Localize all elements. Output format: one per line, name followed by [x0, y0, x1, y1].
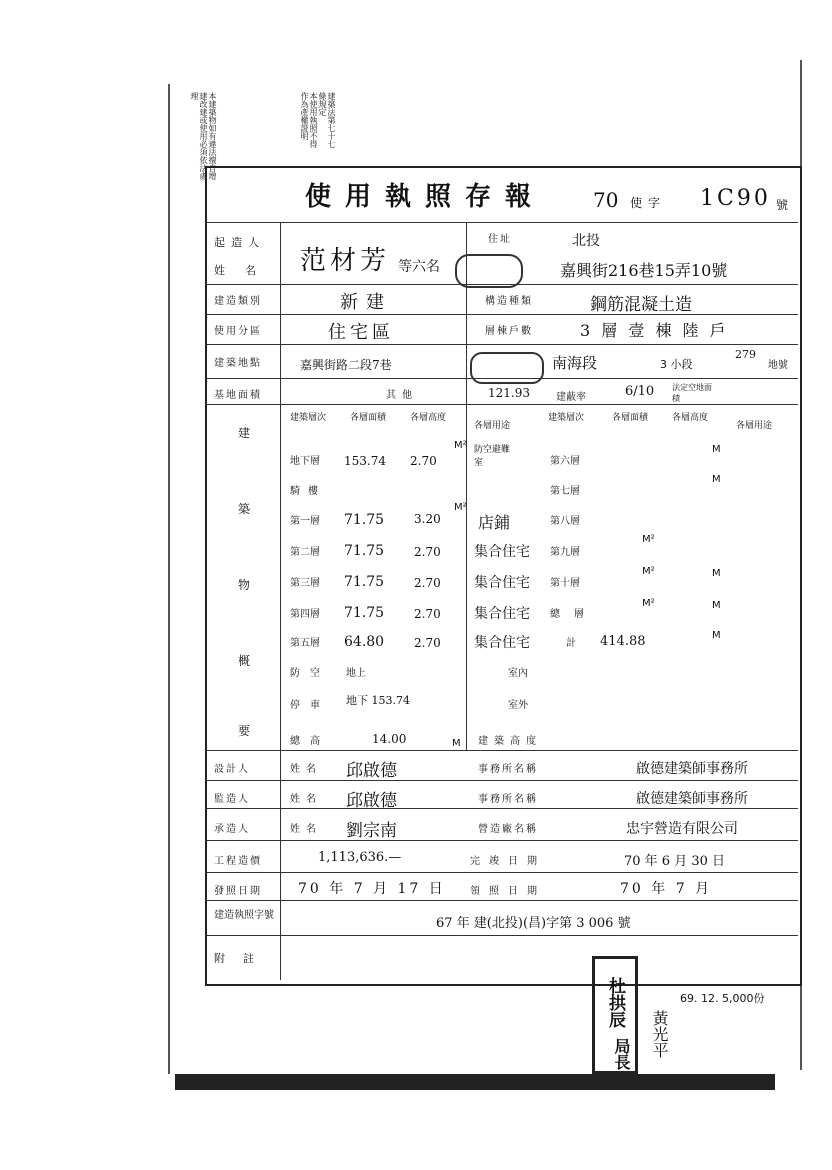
build-coverage: 6/10 [625, 384, 655, 399]
side-note-1: 本建築物如有違法擅自增建改建或使用必須依法處理 [190, 92, 217, 180]
applicant-name: 范材芳 [300, 246, 391, 276]
floors-header-col5: 建築層次 [548, 413, 585, 423]
label-floor-ratio: 法定空地面積 [672, 383, 712, 403]
cost: 1,113,636.— [318, 850, 402, 865]
side-label-3: 物 [238, 578, 251, 592]
build-subsection: 3 小段 [660, 358, 693, 371]
permit-year: 70 [593, 188, 619, 212]
label-structure: 構造種類 [485, 296, 533, 307]
total-area: 414.88 [600, 634, 646, 649]
floor-level: 第四層 [290, 609, 320, 620]
designer-office: 啟德建築師事務所 [636, 761, 748, 777]
label-designer-name: 姓名 [290, 764, 322, 775]
side-label-4: 概 [238, 654, 251, 668]
label-completion: 完竣日期 [470, 856, 546, 867]
floor-area: 71.75 [344, 543, 385, 559]
label-supervisor-name: 姓名 [290, 794, 322, 805]
applicant-seal [455, 254, 523, 288]
floor-right-sum: 計 [566, 638, 576, 649]
shelter-above: 地上 [346, 668, 366, 679]
floor-right-total: 總層 [550, 609, 598, 620]
label-total-height: 總高 [290, 736, 330, 747]
floor-area: 153.74 [344, 454, 386, 468]
floor-level: 第一層 [290, 516, 320, 527]
received-date: 70 年 7 月 [620, 881, 713, 897]
label-shelter: 防空 [290, 668, 330, 679]
contractor-name: 劉宗南 [346, 821, 397, 841]
label-indoor: 室內 [508, 668, 528, 679]
floor-right-9: 第九層 [550, 547, 580, 558]
floors-header-col8: 各層用途 [736, 421, 773, 431]
floor-level: 第五層 [290, 638, 320, 649]
floor-level: 第三層 [290, 578, 320, 589]
floor-right-10: 第十層 [550, 578, 580, 589]
floor-height: 3.20 [414, 512, 441, 526]
floor-right-8: 第八層 [550, 516, 580, 527]
floor-area: 71.75 [344, 512, 385, 528]
floor-height: 2.70 [410, 454, 437, 468]
build-households: 3 層 壹 棟 陸 戶 [580, 321, 729, 340]
label-contractor: 承造人 [214, 824, 250, 835]
floor-right-7: 第七層 [550, 486, 580, 497]
label-cost: 工程造價 [214, 856, 262, 867]
print-info: 69. 12. 5,000份 [680, 992, 765, 1005]
applicant-name-extra: 等六名 [398, 259, 440, 275]
label-site-area: 基地面積 [214, 390, 262, 401]
signature: 黃光平 [650, 1010, 669, 1058]
floor-height: 2.70 [414, 607, 441, 621]
floors-header-col6: 各層面積 [612, 413, 649, 423]
floor-use: 集合住宅 [474, 575, 530, 591]
build-structure: 鋼筋混凝土造 [590, 295, 692, 315]
floor-area: 71.75 [344, 574, 385, 590]
floor-use: 防空避難室 [474, 445, 511, 468]
floor-height: 2.70 [414, 636, 441, 650]
floor-level: 騎樓 [290, 486, 326, 497]
floor-area: 71.75 [344, 605, 385, 621]
floor-level: 第二層 [290, 547, 320, 558]
label-issue: 發照日期 [214, 886, 262, 897]
label-outdoor: 室外 [508, 700, 528, 711]
total-height: 14.00 [372, 732, 407, 746]
designer-name: 邱啟德 [346, 761, 397, 781]
side-note-3: 本使用執照不得作為產權證明 [300, 92, 318, 148]
label-supervisor-office: 事務所名稱 [478, 794, 538, 805]
seal-title: 局長 [612, 1038, 631, 1070]
label-remarks: 附註 [214, 952, 272, 965]
permit-suffix: 號 [776, 198, 789, 212]
build-zone: 住宅區 [328, 322, 394, 343]
build-site: 嘉興街路二段7巷 [300, 358, 392, 372]
label-parking: 停車 [290, 700, 330, 711]
label-contractor-company: 營造廠名稱 [478, 824, 538, 835]
page: 本建築物如有違法擅自增建改建或使用必須依法處理 建築法第七十七條規定 本使用執照不得作為產權證明 使用執照存報 70 使字 1C90 號 起造人 姓名 范材芳 等六名 住址 北投 嘉興街216巷15弄10號 建造類別 新建 構造種類 鋼筋混凝土造 使用分區 住宅區 層棟戶數 3 層 壹 棟 陸 戶 建築地點 嘉興街路二段7巷 南海段 3 小段 279 地號 基地面積 其他 121.93 建蔽率 6/10 法定空地面積 建 築 物 概 要 建築層次 各層面積 各層高度 各層用途 建築層次 各層面積 各層高度 各層用途 地下層 153.74 2.70 防空避難室 騎樓 第一層 71.75 3.20 店鋪 第二層 71.75 2.70 集合住宅 第三層 71.75 2.70 集合住宅 第四層 71.75 2.70 集合住宅 第五層 64.80 2.70 集合住宅 第六層 第七層 第八層 第九層 第十層 總層 計 414.88 M² M² M M M² M M² M² M M 防空 地上 停車 地下 153.74 總高 14.00 M 建築高度 室內 室外 設計人 姓名 邱啟德 事務所名稱 啟德建築師事務所 監造人 姓名 邱啟德 事務所名稱 啟德建築師事務所 承造人 姓名 劉宗南 營造廠名稱 忠宇營造有限公司 工程造價 1,113,636.— 完竣日期 70 年 6 月 30 日 發照日期 70 年 7 月 17 日 領照日期 70 年 7 月 建造執照字號 67 年 建(北投)(昌)字第 3 006 號 附註 杜拱辰 局長 69. 12. 5,000份 黃光平 [0, 0, 832, 1170]
floor-use: 集合住宅 [474, 606, 530, 622]
label-received: 領照日期 [470, 886, 546, 897]
side-note-2: 建築法第七十七條規定 [318, 92, 336, 148]
floor-use: 店鋪 [478, 513, 511, 532]
label-builder: 起造人 [214, 236, 265, 249]
floors-header-col2: 各層面積 [350, 413, 387, 423]
floor-use: 集合住宅 [474, 544, 530, 560]
label-lot: 地號 [768, 360, 788, 371]
parking-below: 地下 153.74 [346, 694, 410, 707]
floors-header-col1: 建築層次 [290, 413, 327, 423]
side-label-1: 建 [238, 426, 251, 440]
build-lot: 279 [735, 348, 756, 361]
side-label-2: 築 [238, 502, 251, 516]
label-name: 姓名 [214, 264, 276, 277]
build-site-area: 121.93 [488, 386, 530, 400]
floor-use: 集合住宅 [474, 635, 530, 651]
build-section: 南海段 [552, 354, 598, 372]
supervisor-name: 邱啟德 [346, 791, 397, 811]
label-zone: 使用分區 [214, 326, 262, 337]
label-designer: 設計人 [214, 764, 250, 775]
label-contractor-name: 姓名 [290, 824, 322, 835]
applicant-district: 北投 [572, 233, 600, 249]
floors-header-col7: 各層高度 [672, 413, 709, 423]
label-building-height: 建築高度 [478, 736, 542, 747]
permit-ref: 67 年 建(北投)(昌)字第 3 006 號 [436, 916, 631, 931]
label-permit: 建造執照字號 [214, 910, 274, 921]
label-households: 層棟戶數 [485, 326, 533, 337]
label-address: 住址 [488, 234, 512, 245]
applicant-address: 嘉興街216巷15弄10號 [560, 261, 728, 280]
label-site: 建築地點 [214, 358, 262, 369]
scan-left-edge [168, 84, 170, 1074]
label-supervisor: 監造人 [214, 794, 250, 805]
scan-bottom-bar [175, 1074, 775, 1090]
contractor-company: 忠宇營造有限公司 [626, 821, 738, 837]
side-label-5: 要 [238, 724, 251, 738]
floor-area: 64.80 [344, 634, 385, 650]
label-build-type: 建造類別 [214, 296, 262, 307]
floor-level: 地下層 [290, 456, 320, 467]
permit-prefix: 使字 [630, 196, 667, 210]
label-designer-office: 事務所名稱 [478, 764, 538, 775]
issue-date: 70 年 7 月 17 日 [298, 881, 446, 897]
floors-header-col4: 各層用途 [474, 421, 511, 431]
seal-name: 杜拱辰 [605, 977, 625, 1028]
floor-right-6: 第六層 [550, 456, 580, 467]
permit-number: 1C90 [700, 186, 771, 211]
label-coverage: 建蔽率 [556, 392, 586, 403]
supervisor-office: 啟德建築師事務所 [636, 791, 748, 807]
build-type: 新建 [340, 292, 392, 313]
floor-height: 2.70 [414, 576, 441, 590]
floor-height: 2.70 [414, 545, 441, 559]
form-title: 使用執照存報 [305, 182, 546, 212]
label-area-other: 其他 [386, 390, 418, 401]
site-seal [470, 352, 544, 384]
completion-date: 70 年 6 月 30 日 [624, 854, 726, 869]
floors-header-col3: 各層高度 [410, 413, 447, 423]
